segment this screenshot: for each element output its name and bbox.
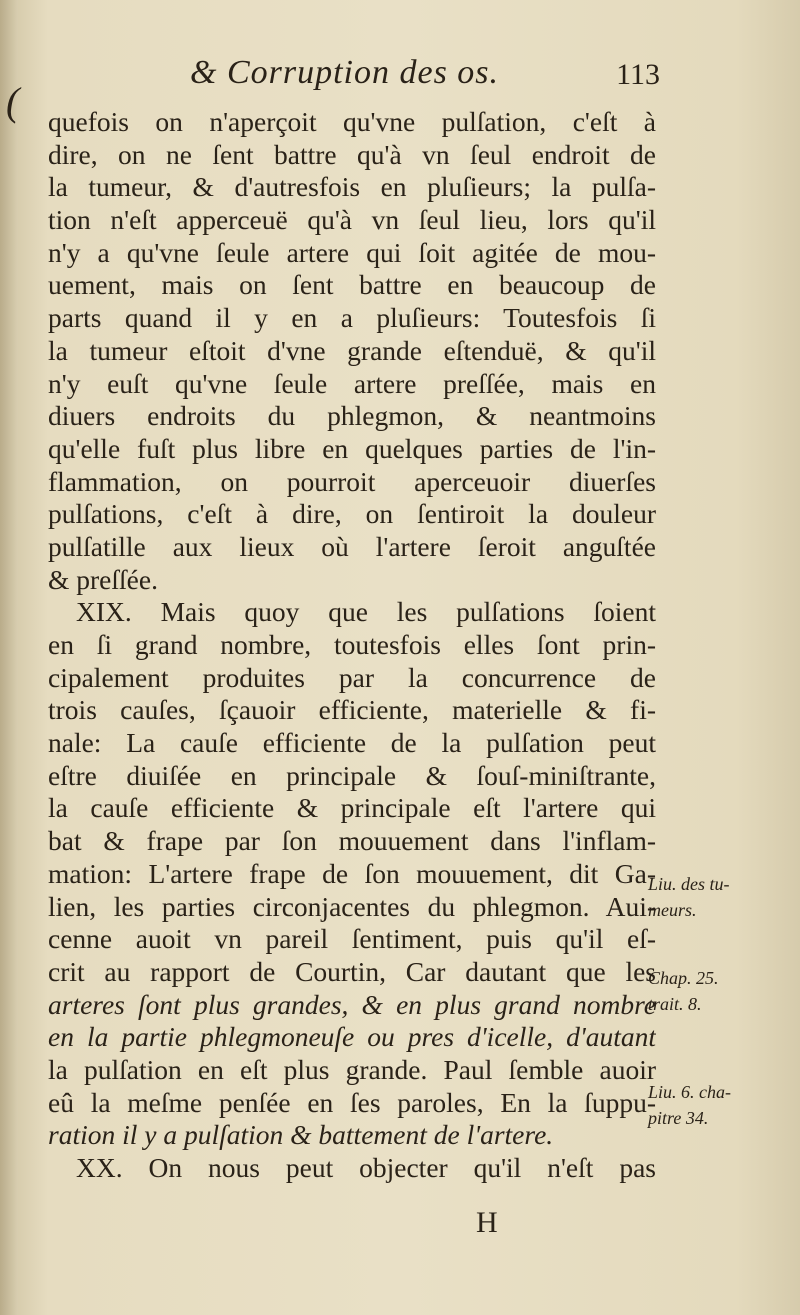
italic-line: en la partie phlegmoneuſe ou pres d'icelle, d'autant bbox=[48, 1021, 656, 1053]
text-line: diuers endroits du phlegmon, & neantmoins bbox=[48, 400, 656, 432]
text-line: cipalement produites par la concurrence de bbox=[48, 661, 656, 693]
text-line: bat & frape par ſon mouuement dans l'inflam- bbox=[48, 825, 656, 857]
text-line: la cauſe efficiente & principale eſt l'artere qui bbox=[48, 792, 656, 824]
running-title: & Corruption des os. bbox=[190, 54, 500, 91]
page-header bbox=[190, 54, 660, 104]
text-line: flammation, on pourroit aperceuoir diuerſes bbox=[48, 465, 656, 497]
italic-line: arteres ſont plus grandes, & en plus grand nombre bbox=[48, 988, 656, 1020]
text-line: cenne auoit vn pareil ſentiment, puis qu'il eſ- bbox=[48, 923, 656, 955]
signature-mark: H bbox=[476, 1206, 498, 1239]
text-line: trois cauſes, ſçauoir efficiente, materielle & fi- bbox=[48, 694, 656, 726]
text-line: pulſatille aux lieux où l'artere ſeroit anguſtée bbox=[48, 530, 656, 562]
text-line: qu'elle fuſt plus libre en quelques parties de l'in- bbox=[48, 432, 656, 464]
margin-note: Liu. 6. cha- bbox=[648, 1082, 731, 1102]
text-line: pulſations, c'eſt à dire, on ſentiroit la douleur bbox=[48, 498, 656, 530]
text-line: en ſi grand nombre, toutesfois elles ſont prin- bbox=[48, 629, 656, 660]
text-line: nale: La cauſe efficiente de la pulſation peut bbox=[48, 727, 656, 759]
text-line: n'y euſt qu'vne ſeule artere preſſée, mais en bbox=[48, 367, 656, 399]
page-gutter bbox=[0, 0, 18, 1315]
text-line: & preſſée. bbox=[48, 563, 158, 595]
text-line: eſtre diuiſée en principale & ſouſ-miniſtrante, bbox=[48, 759, 656, 791]
section-heading-line: XIX. Mais quoy que les pulſations ſoient bbox=[76, 596, 656, 628]
margin-note: meurs. bbox=[648, 900, 697, 920]
text-line: n'y a qu'vne ſeule artere qui ſoit agitée de mou- bbox=[48, 236, 656, 268]
margin-note: trait. 8. bbox=[648, 994, 702, 1014]
text-line: tion n'eſt apperceuë qu'à vn ſeul lieu, lors qu'il bbox=[48, 204, 656, 236]
text-line: la tumeur eſtoit d'vne grande eſtenduë, & qu'il bbox=[48, 334, 656, 366]
text-line: dire, on ne ſent battre qu'à vn ſeul endroit de bbox=[48, 138, 656, 170]
text-line: crit au rapport de Courtin, Car dautant que les bbox=[48, 955, 656, 987]
text-line: uement, mais on ſent battre en beaucoup de bbox=[48, 269, 656, 301]
page-number: 113 bbox=[616, 58, 660, 91]
margin-mark: ( bbox=[6, 79, 20, 124]
section-heading-line: XX. On nous peut objecter qu'il n'eſt pas bbox=[76, 1152, 656, 1183]
text-line: mation: L'artere frape de ſon mouuement, dit Ga- bbox=[48, 857, 656, 889]
margin-note: Liu. des tu- bbox=[648, 874, 730, 894]
text-line: la pulſation en eſt plus grande. Paul ſemble auoir bbox=[48, 1053, 656, 1085]
margin-note: Chap. 25. bbox=[648, 968, 719, 988]
text-line: eû la meſme penſée en ſes paroles, En la ſuppu- bbox=[48, 1086, 656, 1118]
text-line: parts quand il y en a pluſieurs: Toutesfois ſi bbox=[48, 302, 656, 334]
italic-line: ration il y a pulſation & battement de l'artere. bbox=[48, 1119, 554, 1151]
margin-note: pitre 34. bbox=[648, 1108, 709, 1128]
body-text bbox=[48, 106, 656, 1185]
text-line: la tumeur, & d'autresfois en pluſieurs; la pulſa- bbox=[48, 171, 656, 203]
text-line: lien, les parties circonjacentes du phlegmon. Aui- bbox=[48, 890, 656, 922]
text-line: quefois on n'aperçoit qu'vne pulſation, c'eſt à bbox=[48, 106, 656, 137]
